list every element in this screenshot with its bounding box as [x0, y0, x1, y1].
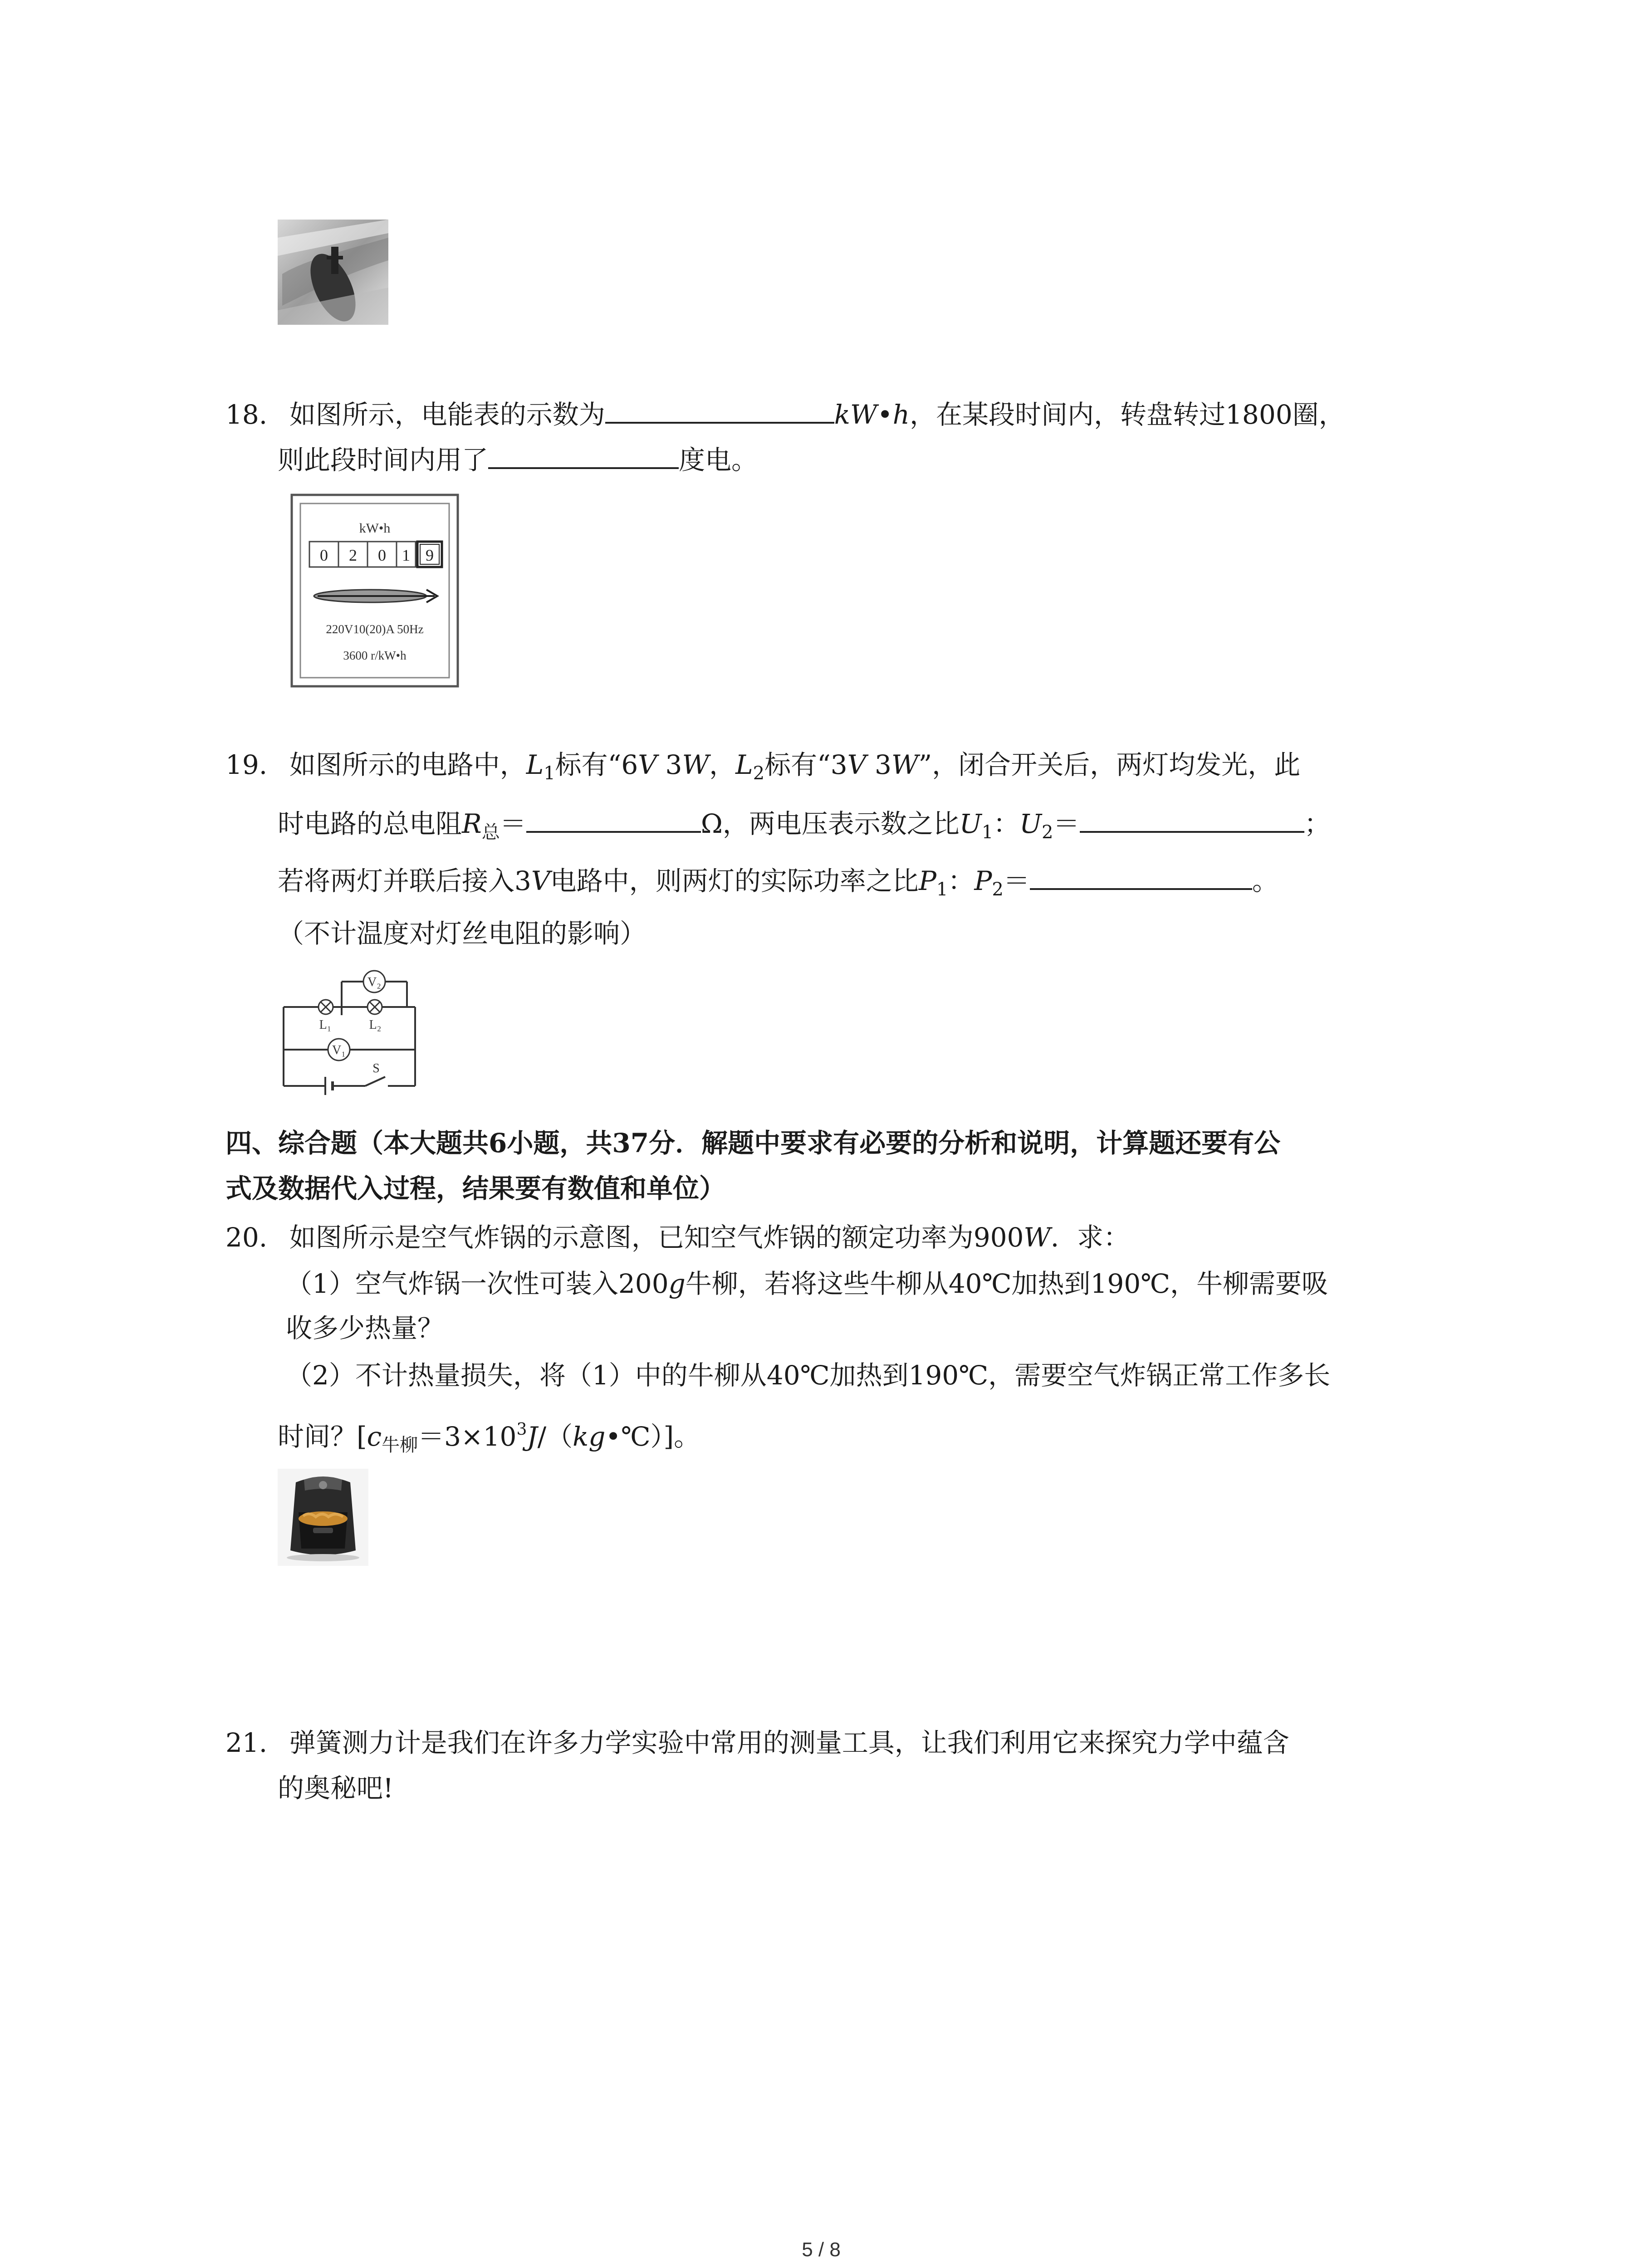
air-fryer-photo — [278, 1469, 368, 1566]
q19-r-symbol: R — [462, 808, 482, 839]
q20-part2-text-d: /（ — [537, 1421, 573, 1452]
q19-line-2 — [278, 803, 1331, 850]
q18-text-d: 度电。 — [679, 445, 758, 475]
q20-part1-line-1 — [286, 1266, 1328, 1302]
q19-volt-unit: V — [638, 749, 657, 780]
q19-text-e: ”，闭合开关后，两灯均发光，此 — [918, 749, 1301, 780]
q19-p1-sub: 1 — [936, 879, 948, 900]
q20-exponent: 3 — [516, 1420, 527, 1439]
q19-u1-symbol: U — [959, 808, 982, 839]
q20-part2-text-c: ＝3×10 — [418, 1421, 517, 1452]
q18-text-c: 则此段时间内用了 — [278, 445, 489, 475]
q21-text-a: 弹簧测力计是我们在许多力学实验中常用的测量工具，让我们利用它来探究力学中蕴含 — [289, 1727, 1289, 1758]
q19-text-f: 时电路的总电阻 — [278, 808, 462, 839]
q21-line-1 — [225, 1725, 1289, 1761]
q19-semicolon: ； — [1304, 808, 1331, 839]
q19-colon-2: ： — [948, 865, 975, 896]
q19-eq-1: ＝ — [500, 808, 526, 839]
q20-part2-text-e: •℃）]。 — [605, 1421, 700, 1452]
q19-text-h: 若将两灯并联后接入3 — [278, 865, 531, 896]
q20-watt-unit: W — [1024, 1222, 1051, 1253]
q20-kg-unit: kg — [573, 1421, 606, 1452]
meter-revolutions: 3600 r/kW•h — [343, 649, 407, 662]
q19-l1-symbol: L — [526, 749, 544, 780]
q18-text-b: ，在某段时间内，转盘转过1800圈， — [910, 399, 1345, 430]
circuit-l2-label: L₂ — [369, 1018, 382, 1032]
q19-resistance-blank[interactable] — [526, 803, 701, 833]
q19-line-3 — [278, 860, 1279, 908]
q20-text-a: 如图所示是空气炸锅的示意图，已知空气炸锅的额定功率为900 — [289, 1222, 1024, 1253]
circuit-switch-label: S — [372, 1061, 380, 1075]
q18-meter-reading-blank[interactable] — [605, 394, 834, 424]
q20-part2-line-2 — [278, 1412, 700, 1463]
q20-part2-text-b: 时间？[ — [278, 1421, 367, 1452]
q20-joule-unit: J — [527, 1421, 538, 1452]
q19-line-1 — [225, 747, 1300, 792]
q19-text-g: Ω，两电压表示数之比 — [700, 808, 960, 839]
q19-note: （不计温度对灯丝电阻的影响） — [278, 918, 647, 949]
q18-line-1 — [225, 394, 1345, 433]
q19-watt-unit-2: W — [891, 749, 919, 780]
q19-comma: ， — [709, 749, 736, 780]
q19-l1-sub: 1 — [544, 763, 555, 784]
q21-text-b: 的奥秘吧! — [278, 1773, 394, 1804]
q20-part1-text-a: （1）空气炸锅一次性可装入200 — [286, 1268, 669, 1299]
circuit-v2-label: V₂ — [367, 975, 381, 989]
circuit-v1-label: V₁ — [332, 1043, 346, 1057]
q19-text-i: 电路中，则两灯的实际功率之比 — [550, 865, 919, 896]
meter-rating: 220V10(20)A 50Hz — [326, 622, 424, 636]
q20-c-sub: 牛柳 — [382, 1435, 418, 1456]
q19-colon-1: ： — [993, 808, 1020, 839]
q19-p1-symbol: P — [918, 865, 936, 896]
q20-part1-text-b: 牛柳，若将这些牛柳从40℃加热到190℃，牛柳需要吸 — [685, 1268, 1328, 1299]
meter-digit-2: 2 — [349, 546, 357, 564]
q18-unit: kW•h — [834, 399, 910, 430]
q19-l2-symbol: L — [735, 749, 753, 780]
q19-power-value-2: 3 — [866, 749, 892, 780]
q20-number: 20. — [225, 1222, 268, 1253]
q19-voltage-ratio-blank[interactable] — [1080, 803, 1304, 833]
q20-part1-line-2 — [286, 1310, 444, 1346]
section4-heading-1: 四、综合题（本大题共6小题，共37分．解题中要求有必要的分析和说明，计算题还要有公 — [225, 1128, 1281, 1158]
q19-watt-unit: W — [682, 749, 710, 780]
q19-volt-unit-3: V — [531, 865, 550, 896]
q20-text-b: ．求： — [1051, 1222, 1130, 1253]
q18-energy-blank[interactable] — [488, 439, 679, 469]
q19-eq-3: ＝ — [1003, 865, 1030, 896]
section4-heading-2: 式及数据代入过程，结果要有数值和单位） — [225, 1173, 726, 1204]
q19-u2-sub: 2 — [1042, 822, 1053, 843]
q20-part1-text-c: 收多少热量？ — [286, 1313, 444, 1344]
q19-r-sub: 总 — [481, 822, 500, 843]
circuit-diagram — [274, 961, 424, 1096]
q19-period: 。 — [1252, 865, 1279, 896]
page-number: 5 / 8 — [802, 2239, 841, 2261]
q20-c-symbol: c — [367, 1421, 382, 1452]
q20-part2-line-1 — [286, 1357, 1330, 1393]
q20-gram-unit: g — [668, 1268, 686, 1299]
q19-power-value: 3 — [657, 749, 682, 780]
q18-line-2 — [278, 439, 758, 478]
q19-line-4 — [278, 915, 646, 952]
meter-digit-5: 9 — [426, 546, 434, 564]
q21-line-2 — [278, 1770, 393, 1806]
q19-power-ratio-blank[interactable] — [1030, 860, 1252, 890]
q20-line-1 — [225, 1219, 1130, 1256]
q19-number: 19. — [225, 749, 268, 780]
q19-text-a: 如图所示的电路中， — [289, 749, 526, 780]
q19-eq-2: ＝ — [1053, 808, 1080, 839]
electric-meter-figure — [290, 494, 459, 688]
q18-text-a: 如图所示，电能表的示数为 — [289, 399, 605, 430]
q19-u1-sub: 1 — [981, 822, 994, 843]
q19-l2-sub: 2 — [753, 763, 765, 784]
q19-p2-symbol: P — [974, 865, 992, 896]
q19-text-b: 标有“6 — [555, 749, 638, 780]
meter-digit-1: 0 — [320, 546, 328, 564]
meter-digit-4: 1 — [402, 546, 410, 564]
meter-unit-label: kW•h — [359, 521, 391, 536]
q19-u2-symbol: U — [1019, 808, 1042, 839]
q21-number: 21. — [225, 1727, 268, 1758]
meter-digit-3: 0 — [378, 546, 386, 564]
circuit-l1-label: L₁ — [319, 1018, 332, 1032]
q18-number: 18. — [225, 399, 268, 430]
q19-volt-unit-2: V — [847, 749, 867, 780]
submarine-photo — [278, 220, 388, 325]
q20-part2-text-a: （2）不计热量损失，将（1）中的牛柳从40℃加热到190℃，需要空气炸锅正常工作多长 — [286, 1360, 1331, 1391]
q19-text-d: 标有“3 — [764, 749, 847, 780]
q19-p2-sub: 2 — [992, 879, 1004, 900]
